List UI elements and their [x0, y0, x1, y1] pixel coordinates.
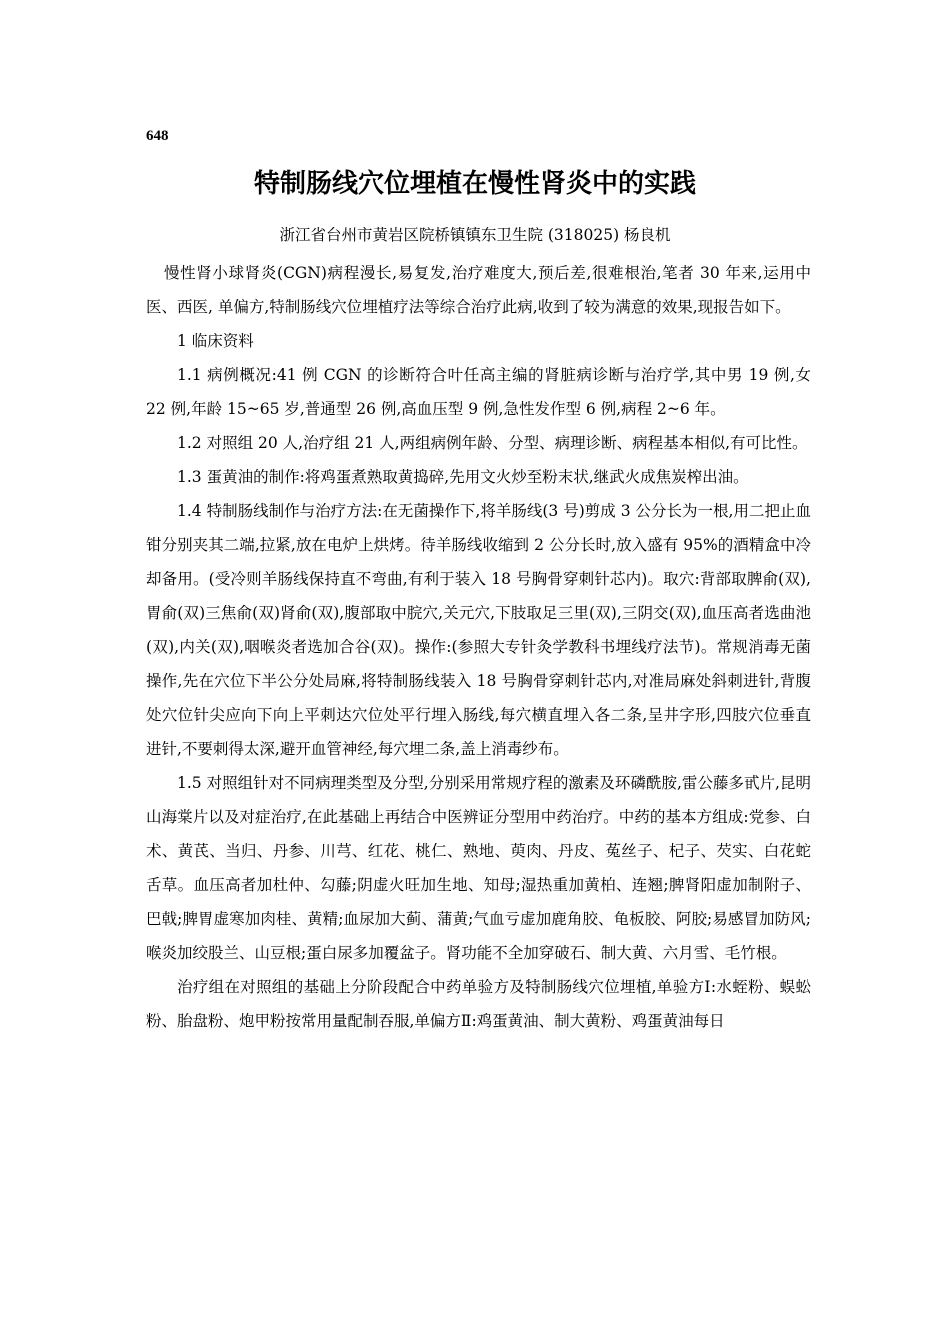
page-number: 648: [146, 128, 169, 144]
paragraph-1-5: 1.5 对照组针对不同病理类型及分型,分别采用常规疗程的激素及环磷酰胺,雷公藤多甙片,昆明山海棠片以及对症治疗,在此基础上再结合中医辨证分型用中药治疗。中药的基本方组成:党参、白术、黄芪、当归、丹参、川芎、红花、桃仁、熟地、萸肉、丹皮、菟丝子、杞子、芡实、白花蛇舌草。血压高者加杜仲、勾藤;阴虚火旺加生地、知母;湿热重加黄柏、连翘;脾肾阳虚加制附子、巴戟;脾胃虚寒加肉桂、黄精;血尿加大蓟、蒲黄;气血亏虚加鹿角胶、龟板胶、阿胶;易感冒加防风;喉炎加绞股兰、山豆根;蛋白尿多加覆盆子。肾功能不全加穿破石、制大黄、六月雪、毛竹根。: [146, 774, 811, 962]
author-affiliation: 浙江省台州市黄岩区院桥镇镇东卫生院 (318025) 杨良机: [279, 226, 671, 244]
paragraph-1-4: 1.4 特制肠线制作与治疗方法:在无菌操作下,将羊肠线(3 号)剪成 3 公分长为一根,用二把止血钳分别夹其二端,拉紧,放在电炉上烘烤。待羊肠线收缩到 2 公分长时,放入盛有 95%的酒精盒中冷却备用。(受冷则羊肠线保持直不弯曲,有利于装入 18 号胸骨穿刺针芯内)。取穴:背部取脾俞(双),胃俞(双)三焦俞(双)肾俞(双),腹部取中脘穴,关元穴,下肢取足三里(双),三阴交(双),血压高者选曲池(双),内关(双),咽喉炎者选加合谷(双)。操作:(参照大专针灸学教科书埋线疗法节)。常规消毒无菌操作,先在穴位下半公分处局麻,将特制肠线装入 18 号胸骨穿刺针芯内,对准局麻处斜刺进针,背腹处穴位针尖应向下向上平刺达穴位处平行埋入肠线,每穴横直埋入各二条,呈井字形,四肢穴位垂直进针,不要刺得太深,避开血管神经,每穴埋二条,盖上消毒纱布。: [146, 502, 811, 758]
paragraph-intro: 慢性肾小球肾炎(CGN)病程漫长,易复发,治疗难度大,预后差,很难根治,笔者 30 年来,运用中医、西医, 单偏方,特制肠线穴位埋植疗法等综合治疗此病,收到了较为满意的效果,现报告如下。: [146, 264, 811, 316]
paragraph-1-2: 1.2 对照组 20 人,治疗组 21 人,两组病例年龄、分型、病理诊断、病程基本相似,有可比性。: [177, 434, 808, 452]
section-heading-clinical-data: 1 临床资料: [177, 332, 254, 350]
article-body: [146, 256, 811, 1038]
paragraph-1-1: 1.1 病例概况:41 例 CGN 的诊断符合叶任高主编的肾脏病诊断与治疗学,其中男 19 例,女 22 例,年龄 15~65 岁,普通型 26 例,高血压型 9 例,急性发作型 6 例,病程 2~6 年。: [146, 366, 811, 418]
paragraph-treatment-group: 治疗组在对照组的基础上分阶段配合中药单验方及特制肠线穴位埋植,单验方Ⅰ:水蛭粉、蜈蚣粉、胎盘粉、炮甲粉按常用量配制吞服,单偏方Ⅱ:鸡蛋黄油、制大黄粉、鸡蛋黄油每日: [146, 978, 811, 1030]
paragraph-1-3: 1.3 蛋黄油的制作:将鸡蛋煮熟取黄捣碎,先用文火炒至粉末状,继武火成焦炭榨出油。: [177, 468, 749, 486]
article-title: 特制肠线穴位埋植在慢性肾炎中的实践: [253, 169, 696, 199]
